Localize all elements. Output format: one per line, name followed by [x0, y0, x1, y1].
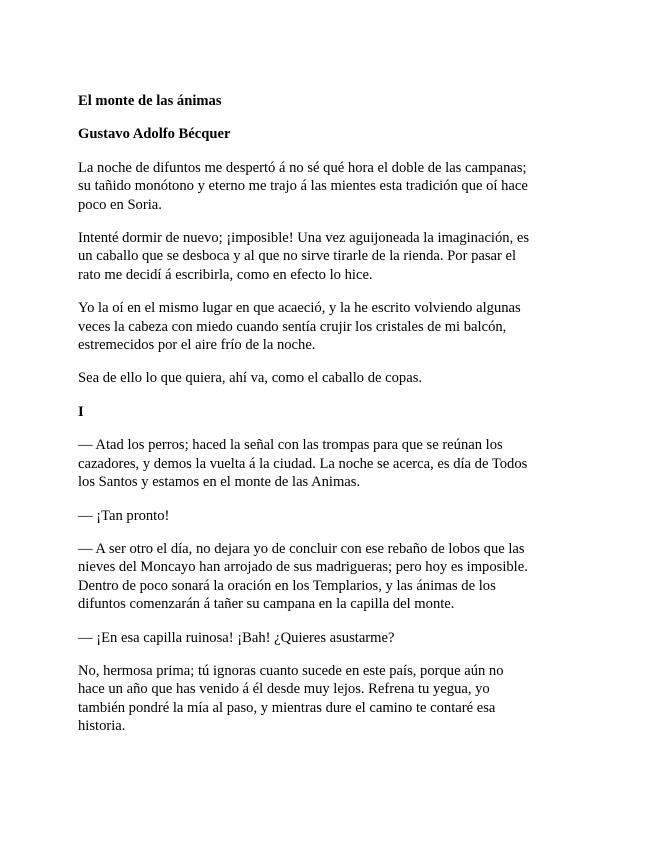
paragraph-line: Yo la oí en el mismo lugar en que acaeció, y la he escrito volviendo algunas — [78, 300, 521, 317]
paragraph-line: estremecidos por el aire frío de la noche. — [78, 337, 316, 354]
paragraph-line: su tañido monótono y eterno me trajo á las mientes esta tradición que oí hace — [78, 178, 528, 195]
paragraph-line: nieves del Moncayo han arrojado de sus madrigueras; pero hoy es imposible. — [78, 559, 528, 576]
paragraph-line: rato me decidí á escribirla, como en efecto lo hice. — [78, 266, 373, 283]
paragraph-line: los Santos y estamos en el monte de las Animas. — [78, 474, 361, 491]
paragraph-line: veces la cabeza con miedo cuando sentía crujir los cristales de mi balcón, — [78, 318, 507, 335]
paragraph — [78, 662, 578, 736]
paragraph-line: Sea de ello lo que quiera, ahí va, como el caballo de copas. — [78, 370, 423, 387]
paragraph-line: difuntos comenzarán á tañer su campana en la capilla del monte. — [78, 596, 455, 613]
document-page — [78, 92, 578, 751]
paragraph-line: hace un año que has venido á él desde muy lejos. Refrena tu yegua, yo — [78, 681, 490, 698]
paragraph-line: Intenté dormir de nuevo; ¡imposible! Una vez aguijoneada la imaginación, es — [78, 230, 530, 247]
paragraph-line: cazadores, y demos la vuelta á la ciudad. La noche se acerca, es día de Todos — [78, 455, 528, 472]
paragraph — [78, 159, 578, 214]
paragraph-line: poco en Soria. — [78, 196, 162, 213]
document-title: El monte de las ánimas — [78, 93, 222, 109]
paragraph-line: un caballo que se desboca y al que no sirve tirarle de la rienda. Por pasar el — [78, 248, 517, 265]
paragraph-line: No, hermosa prima; tú ignoras cuanto sucede en este país, porque aún no — [78, 662, 504, 679]
paragraph-line: — A ser otro el día, no dejara yo de concluir con ese rebaño de lobos que las — [78, 540, 525, 557]
dialogue-paragraph — [78, 507, 578, 525]
dialogue-paragraph — [78, 629, 578, 647]
dialogue-paragraph — [78, 436, 578, 491]
paragraph-line: — Atad los perros; haced la señal con las trompas para que se reúnan los — [78, 437, 503, 454]
paragraph-line: historia. — [78, 718, 126, 735]
dialogue-paragraph — [78, 540, 578, 614]
document-author: Gustavo Adolfo Bécquer — [78, 126, 231, 143]
paragraph-line: Dentro de poco sonará la oración en los Templarios, y las ánimas de los — [78, 577, 496, 594]
paragraph-line: — ¡En esa capilla ruinosa! ¡Bah! ¿Quieres asustarme? — [78, 629, 395, 646]
paragraph-line: también pondré la mía al paso, y mientras dure el camino te contaré esa — [78, 699, 496, 716]
paragraph — [78, 369, 578, 387]
paragraph-line: — ¡Tan pronto! — [78, 507, 170, 524]
section-heading: I — [78, 403, 84, 420]
paragraph — [78, 229, 578, 284]
paragraph — [78, 299, 578, 354]
paragraph-line: La noche de difuntos me despertó á no sé qué hora el doble de las campanas; — [78, 159, 527, 176]
